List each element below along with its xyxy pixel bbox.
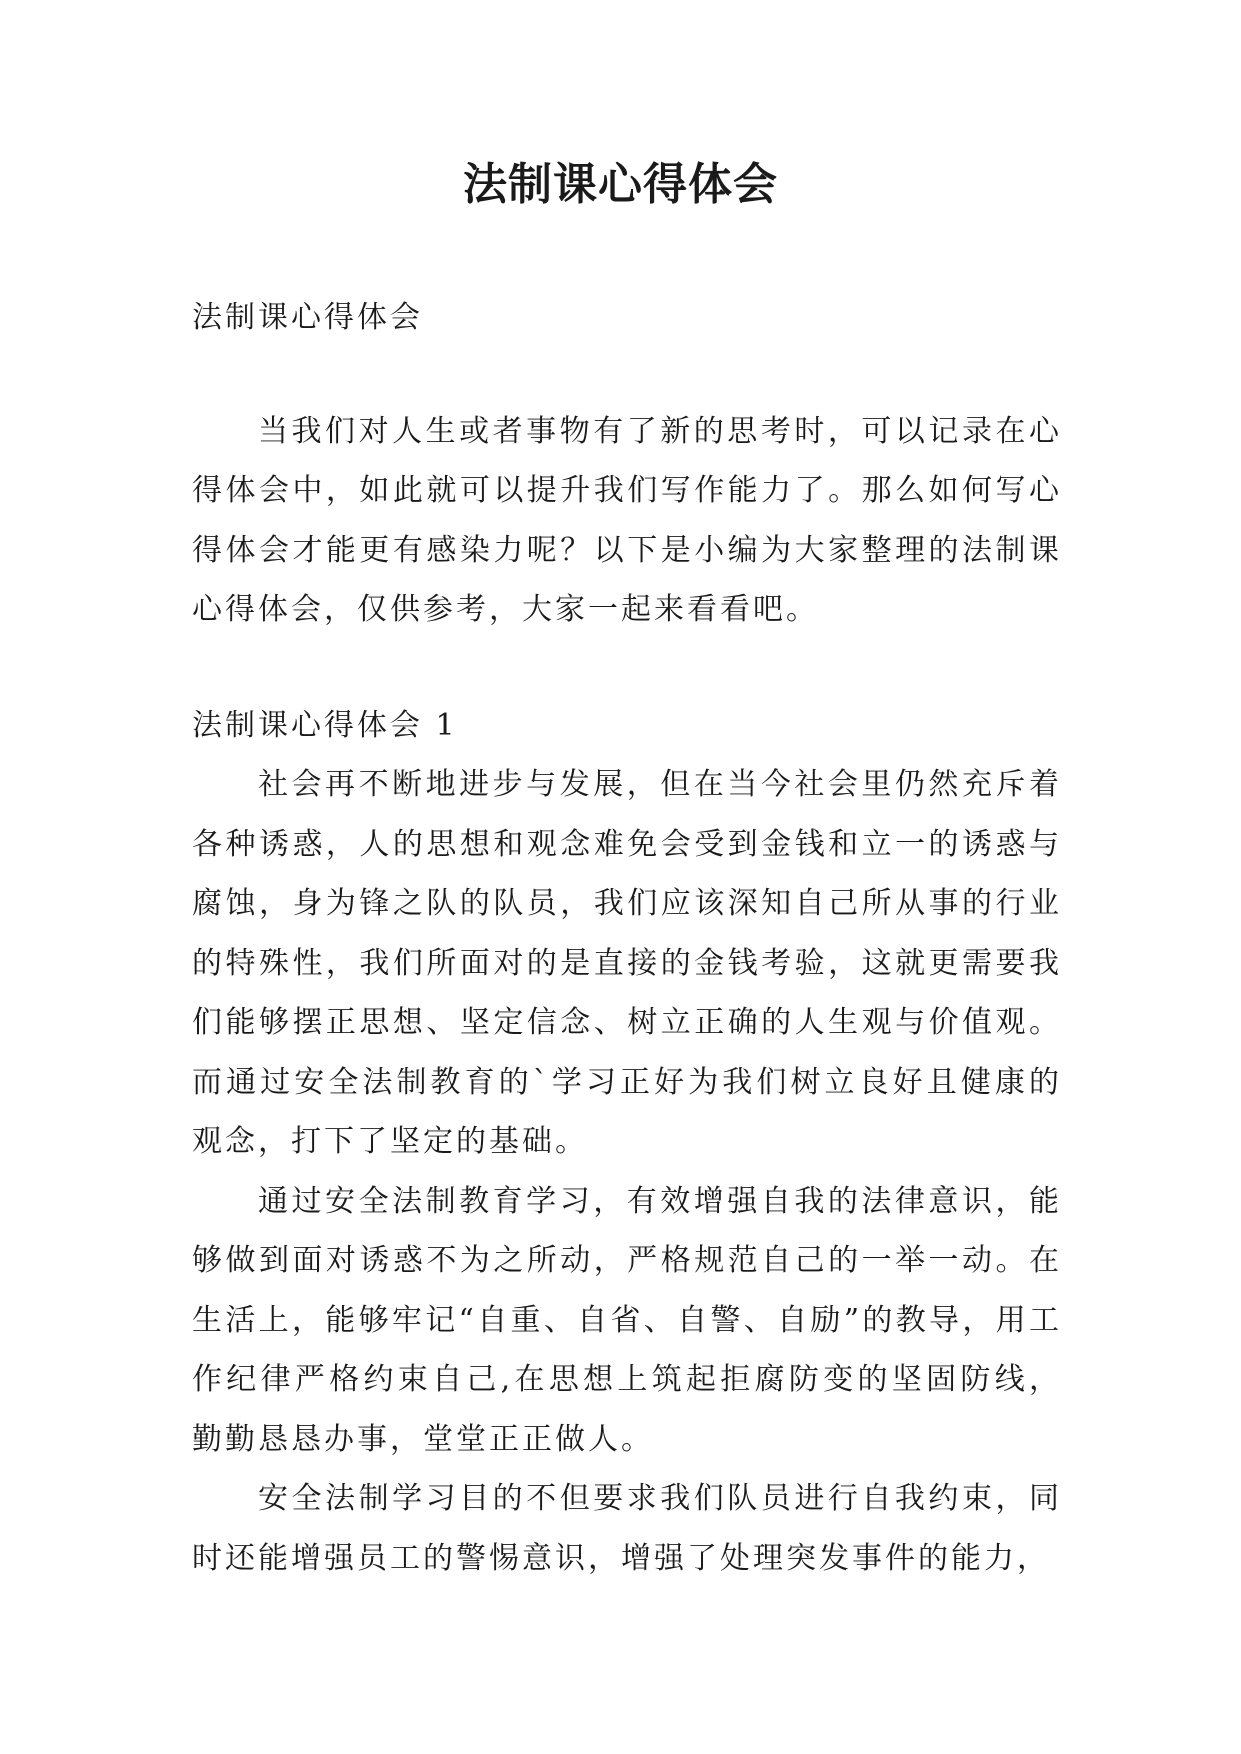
section-heading: 法制课心得体会 1 xyxy=(192,707,458,743)
document-title: 法制课心得体会 xyxy=(463,159,778,210)
spacer xyxy=(192,348,1062,402)
document-subtitle: 法制课心得体会 xyxy=(192,300,423,335)
intro-paragraph: 当我们对人生或者事物有了新的思考时，可以记录在心得体会中，如此就可以提升我们写作能力了。那么如何写心得体会才能更有感染力呢？以下是小编为大家整理的法制课心得体会，仅供参考，大家一起来看看吧。 xyxy=(192,413,1062,627)
body-paragraph: 社会再不断地进步与发展，但在当今社会里仍然充斥着各种诱惑，人的思想和观念难免会受到金钱和立一的诱惑与腐蚀，身为锋之队的队员，我们应该深知自己所从事的行业的特殊性，我们所面对的是直接的金钱考验，这就更需要我们能够摆正思想、坚定信念、树立正确的人生观与价值观。而通过安全法制教育的`学习正好为我们树立良好且健康的观念，打下了坚定的基础。 xyxy=(192,767,1062,1159)
body-paragraph: 安全法制学习目的不但要求我们队员进行自我约束，同时还能增强员工的警惕意识，增强了处理突发事件的能力， xyxy=(192,1481,1062,1576)
spacer xyxy=(192,640,1062,696)
body-paragraph: 通过安全法制教育学习，有效增强自我的法律意识，能够做到面对诱惑不为之所动，严格规范自己的一举一动。在生活上，能够牢记“自重、自省、自警、自励”的教导，用工作纪律严格约束自己,在思想上筑起拒腐防变的坚固防线，勤勤恳恳办事，堂堂正正做人。 xyxy=(192,1183,1062,1457)
document-body xyxy=(192,288,1062,1588)
